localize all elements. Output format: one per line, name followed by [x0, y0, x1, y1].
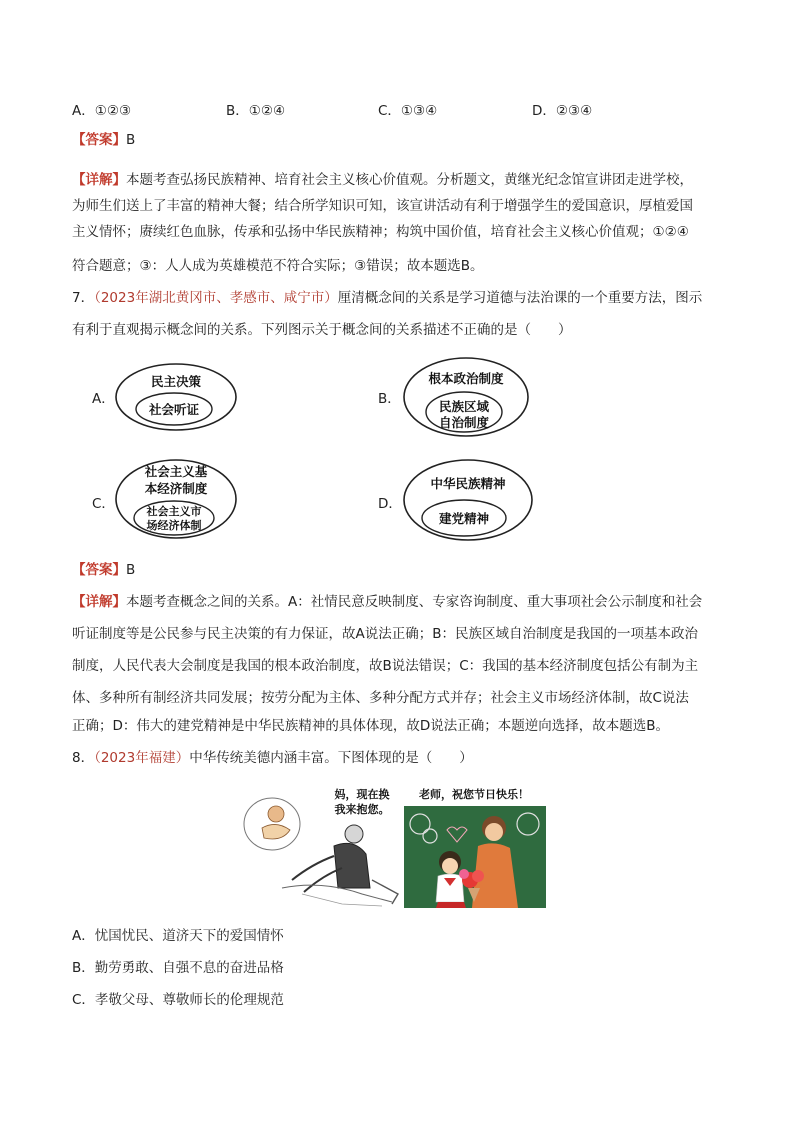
q6-detail-line-1: 【详解】本题考查弘扬民族精神、培育社会主义核心价值观。分析题文，黄继光纪念馆宣讲团走进学校，: [72, 172, 693, 188]
q8-option-a: A．忧国忧民、道济天下的爱国情怀: [72, 928, 284, 944]
b-inner-text-1: 民族区域: [438, 399, 490, 414]
q7-option-c-label: C．: [92, 496, 115, 512]
answer-value: B: [126, 562, 136, 578]
a-outer-text: 民主决策: [150, 374, 202, 389]
d-inner-text: 建党精神: [438, 511, 490, 526]
q6-option-c: C．①③④: [378, 103, 438, 119]
answer-label: 【答案】: [72, 562, 126, 578]
c-outer-text-2: 本经济制度: [144, 481, 208, 496]
q7-option-d-label: D．: [378, 496, 402, 512]
q8-option-c: C．孝敬父母、尊敬师长的伦理规范: [72, 992, 284, 1008]
q6-answer: [72, 130, 722, 150]
q7-option-b-diagram: [402, 356, 532, 438]
bubble-left-line-2: 我来抱您。: [334, 803, 390, 816]
q7-option-d-diagram: [402, 458, 536, 542]
q6-detail-line-3: 主义情怀；赓续红色血脉，传承和弘扬中华民族精神；构筑中国价值，培育社会主义核心价值观；①②④: [72, 224, 689, 240]
q8-option-b: B．勤劳勇敢、自强不息的奋进品格: [72, 960, 284, 976]
b-inner-text-2: 自治制度: [438, 415, 490, 430]
q6-detail-line-4: 符合题意；③：人人成为英雄模范不符合实际；③错误；故本题选B。: [72, 258, 484, 274]
bubble-left-line-1: 妈，现在换: [334, 788, 390, 801]
q7-source: （2023年湖北黄冈市、孝感市、咸宁市）: [94, 290, 338, 306]
q7-option-b-label: B．: [378, 391, 401, 407]
q6-detail-line-2: 为师生们送上了丰富的精神大餐；结合所学知识可知，该宣讲活动有利于增强学生的爱国意识，厚植爱国: [72, 198, 693, 214]
q7-stem-line-1: 7．（2023年湖北黄冈市、孝感市、咸宁市）厘清概念间的关系是学习道德与法治课的一个重要方法，图示: [72, 290, 703, 306]
q7-detail-line-2: 听证制度等是公民参与民主决策的有力保证，故A说法正确；B：民族区域自治制度是我国的一项基本政治: [72, 626, 698, 642]
q6-option-a: A．①②③: [72, 103, 132, 119]
answer-value: B: [126, 132, 136, 148]
q7-stem-line-2: 有利于直观揭示概念间的关系。下列图示关于概念间的关系描述不正确的是（ ）: [72, 322, 572, 338]
q7-option-a-label: A．: [92, 391, 115, 407]
q7-detail-line-5: 正确；D：伟大的建党精神是中华民族精神的具体体现，故D说法正确；本题逆向选择，故本题选B。: [72, 718, 670, 734]
q6-option-b: B．①②④: [226, 103, 286, 119]
q6-option-d: D．②③④: [532, 103, 593, 119]
answer-label: 【答案】: [72, 132, 126, 148]
q8-source: （2023年福建）: [94, 750, 190, 766]
q8-stem: 8．（2023年福建）中华传统美德内涵丰富。下图体现的是（ ）: [72, 750, 473, 766]
q7-number: 7．: [72, 290, 95, 306]
q7-detail-line-4: 体、多种所有制经济共同发展；按劳分配为主体、多种分配方式并存；社会主义市场经济体制，故C说法: [72, 690, 689, 706]
q8-illustration: [242, 784, 546, 908]
q7-answer: [72, 560, 722, 580]
d-outer-text: 中华民族精神: [430, 476, 506, 491]
student-teacher-image: [404, 806, 546, 908]
q8-number: 8．: [72, 750, 95, 766]
caption-right: 老师，祝您节日快乐！: [419, 788, 529, 801]
detail-label: 【详解】: [72, 172, 126, 188]
b-outer-text: 根本政治制度: [428, 371, 504, 386]
detail-label: 【详解】: [72, 594, 126, 610]
q7-option-c-diagram: [114, 458, 240, 540]
q7-detail-line-3: 制度，人民代表大会制度是我国的根本政治制度，故B说法错误；C：我国的基本经济制度包括公有制为主: [72, 658, 699, 674]
c-inner-text-2: 场经济体制: [146, 519, 202, 532]
a-inner-text: 社会听证: [148, 402, 200, 417]
c-inner-text-1: 社会主义市: [146, 505, 202, 518]
q7-detail-line-1: 【详解】本题考查概念之间的关系。A：社情民意反映制度、专家咨询制度、重大事项社会公示制度和社会: [72, 594, 703, 610]
c-outer-text-1: 社会主义基: [144, 464, 208, 479]
q7-option-a-diagram: [114, 362, 240, 432]
